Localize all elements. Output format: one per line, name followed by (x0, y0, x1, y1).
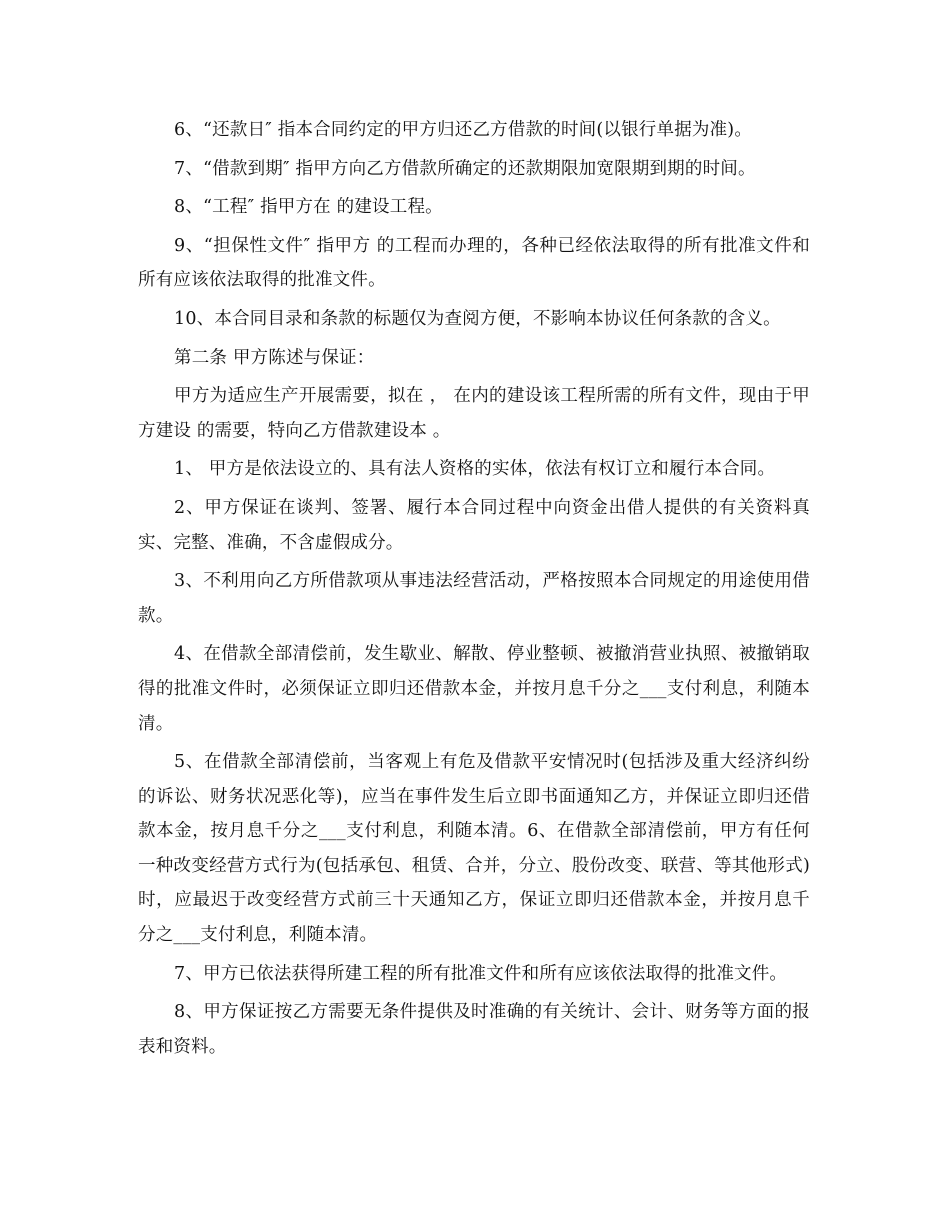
paragraph-warranty-7: 7、甲方已依法获得所建工程的所有批准文件和所有应该依法取得的批准文件。 (174, 963, 788, 984)
paragraph-definition-7: 7、“借款到期″ 指甲方向乙方借款所确定的还款期限加宽限期到期的时间。 (174, 158, 756, 179)
paragraph-warranty-3: 3、不利用向乙方所借款项从事违法经营活动，严格按照本合同规定的用途使用借款。 (138, 571, 810, 626)
paragraph-definition-10: 10、本合同目录和条款的标题仅为查阅方便，不影响本协议任何条款的含义。 (174, 308, 781, 329)
paragraph-definition-9: 9、“担保性文件″ 指甲方 的工程而办理的，各种已经依法取得的所有批准文件和所有应该依法取得的批准文件。 (138, 235, 810, 291)
document-page (138, 113, 810, 1068)
paragraph-warranty-4: 4、在借款全部清偿前，发生歇业、解散、停业整顿、被撤消营业执照、被撤销取得的批准文件时，必须保证立即归还借款本金，并按月息千分之___支付利息，利随本清。 (138, 644, 810, 734)
paragraph-definition-8: 8、“工程″ 指甲方在 的建设工程。 (174, 197, 443, 218)
paragraph-warranty-1: 1、 甲方是依法设立的、具有法人资格的实体，依法有权订立和履行本合同。 (174, 459, 776, 480)
paragraph-warranty-8: 8、甲方保证按乙方需要无条件提供及时准确的有关统计、会计、财务等方面的报表和资料。 (138, 1002, 810, 1057)
section-heading-article-2: 第二条 甲方陈述与保证： (174, 347, 375, 368)
paragraph-intro: 甲方为适应生产开展需要，拟在 ， 在内的建设该工程所需的所有文件，现由于甲方建设 的需要，特向乙方借款建设本 。 (138, 386, 810, 441)
paragraph-warranty-2: 2、甲方保证在谈判、签署、履行本合同过程中向资金出借人提供的有关资料真实、完整、准确，不含虚假成分。 (138, 497, 810, 553)
paragraph-definition-6: 6、“还款日″ 指本合同约定的甲方归还乙方借款的时间(以银行单据为准)。 (174, 120, 753, 140)
paragraph-warranty-5-6: 5、在借款全部清偿前，当客观上有危及借款平安情况时(包括涉及重大经济纠纷的诉讼、财务状况恶化等)，应当在事件发生后立即书面通知乙方，并保证立即归还借款本金，按月息千分之___支付利息，利随本清。6、在借款全部清偿前，甲方有任何一种改变经营方式行为(包括承包、租赁、合并，分立、股份改变、联营、等其他形式)时，应最迟于改变经营方式前三十天通知乙方，保证立即归还借款本金，并按月息千分之___支付利息，利随本清。 (138, 752, 810, 946)
